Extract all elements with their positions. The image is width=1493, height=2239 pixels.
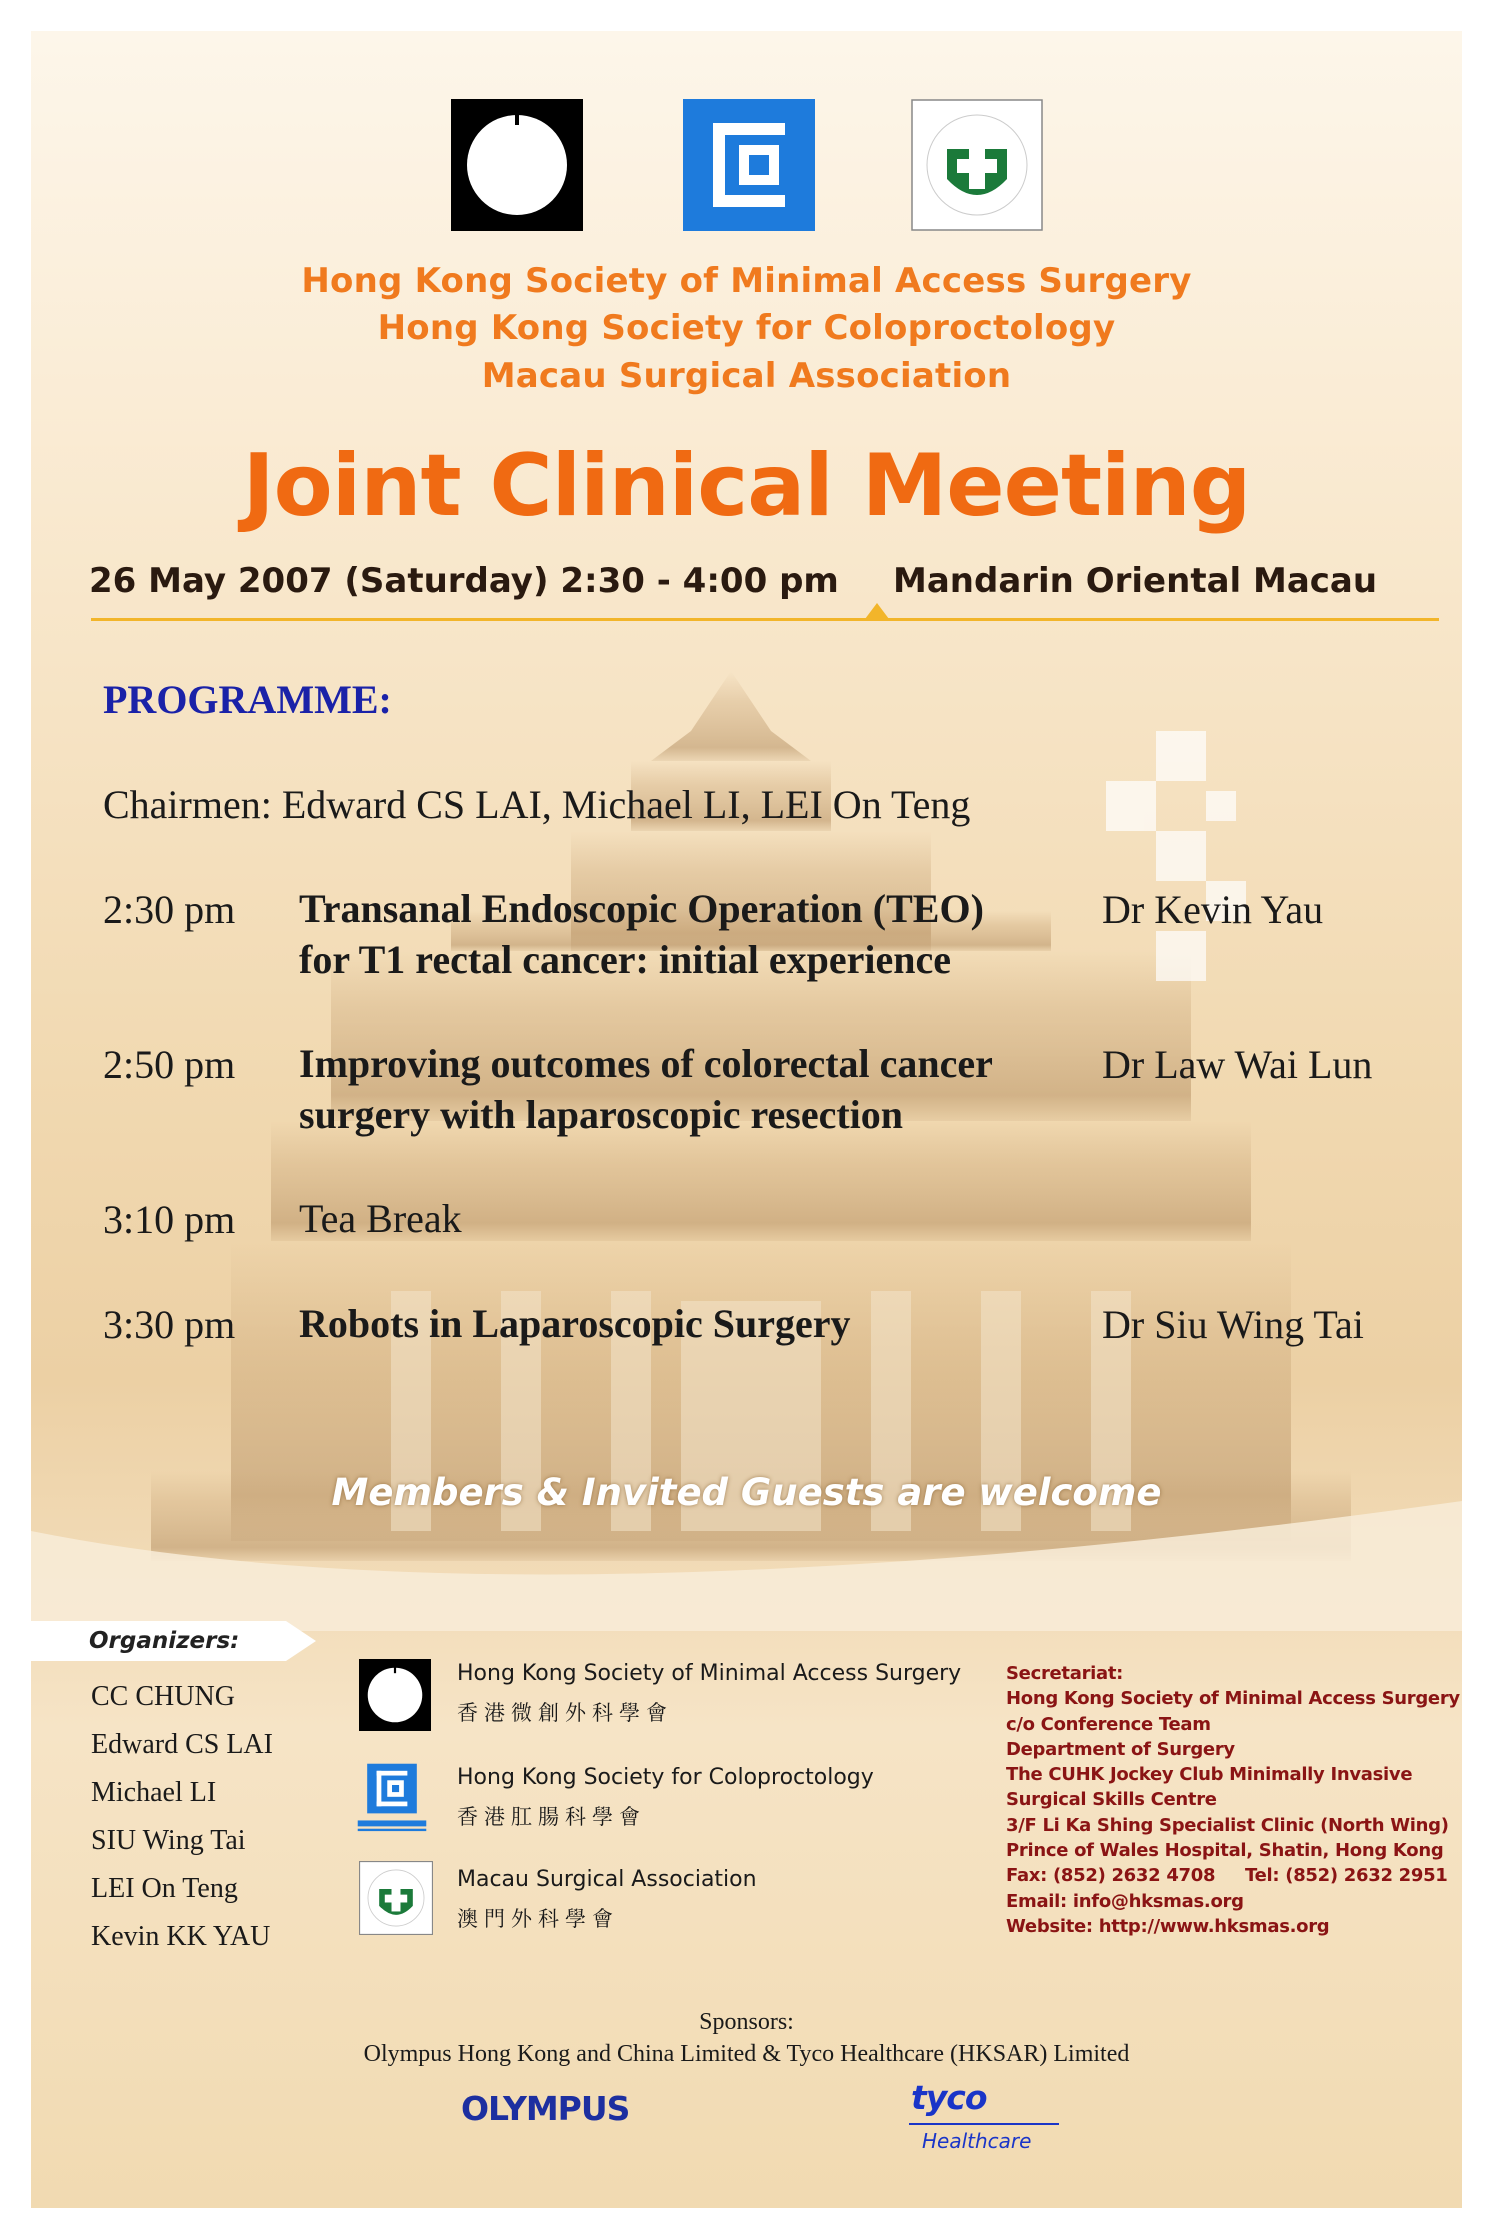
hksmas-logo (451, 99, 583, 231)
programme-time: 3:10 pm (103, 1197, 236, 1242)
programme-talk-title (299, 883, 984, 985)
organizer-name: CC CHUNG (91, 1681, 235, 1712)
programme-time: 2:50 pm (103, 1042, 236, 1087)
org-title-hksmas: Hong Kong Society of Minimal Access Surgery (301, 261, 1192, 301)
secretariat-line: Department of Surgery (1006, 1738, 1235, 1760)
society-chinese-name: 澳門外科學會 (457, 1907, 619, 1931)
hkscp-logo (353, 1759, 431, 1837)
programme-speaker: Dr Siu Wing Tai (1102, 1302, 1364, 1347)
secretariat-line: The CUHK Jockey Club Minimally Invasive (1006, 1764, 1413, 1786)
talk-title-line: Transanal Endoscopic Operation (TEO) (299, 886, 984, 931)
chairmen-line: Chairmen: Edward CS LAI, Michael LI, LEI On Teng (103, 782, 971, 827)
secretariat-email[interactable]: Email: info@hksmas.org (1006, 1890, 1244, 1912)
programme-time: 3:30 pm (103, 1302, 236, 1347)
title-divider (91, 618, 1439, 621)
talk-title-line: Tea Break (299, 1196, 462, 1241)
organizer-name: Edward CS LAI (91, 1729, 273, 1760)
hkscp-logo (683, 99, 815, 231)
tyco-logo-underline (909, 2123, 1059, 2125)
meeting-venue: Mandarin Oriental Macau (893, 561, 1378, 601)
org-title-hkscp: Hong Kong Society for Coloproctology (377, 308, 1116, 348)
meeting-datetime: 26 May 2007 (Saturday) 2:30 - 4:00 pm (89, 561, 839, 601)
programme-speaker: Dr Law Wai Lun (1102, 1042, 1373, 1087)
secretariat-heading: Secretariat: (1006, 1663, 1124, 1684)
programme-talk-title (299, 1038, 993, 1140)
secretariat-website[interactable]: Website: http://www.hksmas.org (1006, 1915, 1330, 1937)
programme-speaker: Dr Kevin Yau (1102, 887, 1324, 932)
secretariat-contact: Fax: (852) 2632 4708 Tel: (852) 2632 2951 (1006, 1865, 1448, 1887)
msa-logo (911, 99, 1043, 231)
org-title-msa: Macau Surgical Association (481, 356, 1012, 396)
talk-title-line: Robots in Laparoscopic Surgery (299, 1301, 851, 1346)
secretariat-block (1006, 1661, 1460, 1939)
secretariat-line: Surgical Skills Centre (1006, 1789, 1217, 1811)
secretariat-line: Hong Kong Society of Minimal Access Surgery (1006, 1688, 1460, 1710)
programme-heading: PROGRAMME: (103, 677, 392, 722)
sponsors-names: Olympus Hong Kong and China Limited & Tyco Healthcare (HKSAR) Limited (363, 2041, 1130, 2067)
sponsors-label: Sponsors: (699, 2009, 794, 2035)
tyco-healthcare-label: Healthcare (922, 2129, 1032, 2153)
organizer-name: Michael LI (91, 1777, 217, 1808)
society-chinese-name: 香港微創外科學會 (457, 1701, 673, 1725)
olympus-logo: OLYMPUS (461, 2089, 630, 2128)
secretariat-line: 3/F Li Ka Shing Specialist Clinic (North Wing) (1006, 1814, 1449, 1836)
msa-logo (359, 1861, 433, 1935)
organizer-name: SIU Wing Tai (91, 1825, 246, 1856)
welcome-message: Members & Invited Guests are welcome (331, 1471, 1162, 1514)
talk-title-line: Improving outcomes of colorectal cancer (299, 1041, 993, 1086)
talk-title-line: surgery with laparoscopic resection (299, 1092, 904, 1137)
secretariat-line: Prince of Wales Hospital, Shatin, Hong Kong (1006, 1840, 1444, 1862)
organizers-label: Organizers: (89, 1628, 240, 1654)
organizer-name: Kevin KK YAU (91, 1921, 271, 1952)
society-name: Macau Surgical Association (457, 1867, 757, 1892)
hksmas-logo (359, 1659, 431, 1731)
talk-title-line: for T1 rectal cancer: initial experience (299, 937, 952, 982)
divider-triangle (865, 603, 889, 619)
programme-break (299, 1193, 462, 1244)
society-name: Hong Kong Society of Minimal Access Surgery (457, 1661, 962, 1686)
organizer-name: LEI On Teng (91, 1873, 238, 1904)
secretariat-line: c/o Conference Team (1006, 1713, 1211, 1735)
page-title: Joint Clinical Meeting (242, 436, 1251, 536)
programme-talk-title (299, 1298, 851, 1349)
programme-time: 2:30 pm (103, 887, 236, 932)
society-chinese-name: 香港肛腸科學會 (457, 1805, 646, 1829)
society-name: Hong Kong Society for Coloproctology (457, 1765, 874, 1790)
tyco-logo: tyco (911, 2078, 987, 2117)
poster (31, 31, 1462, 2208)
